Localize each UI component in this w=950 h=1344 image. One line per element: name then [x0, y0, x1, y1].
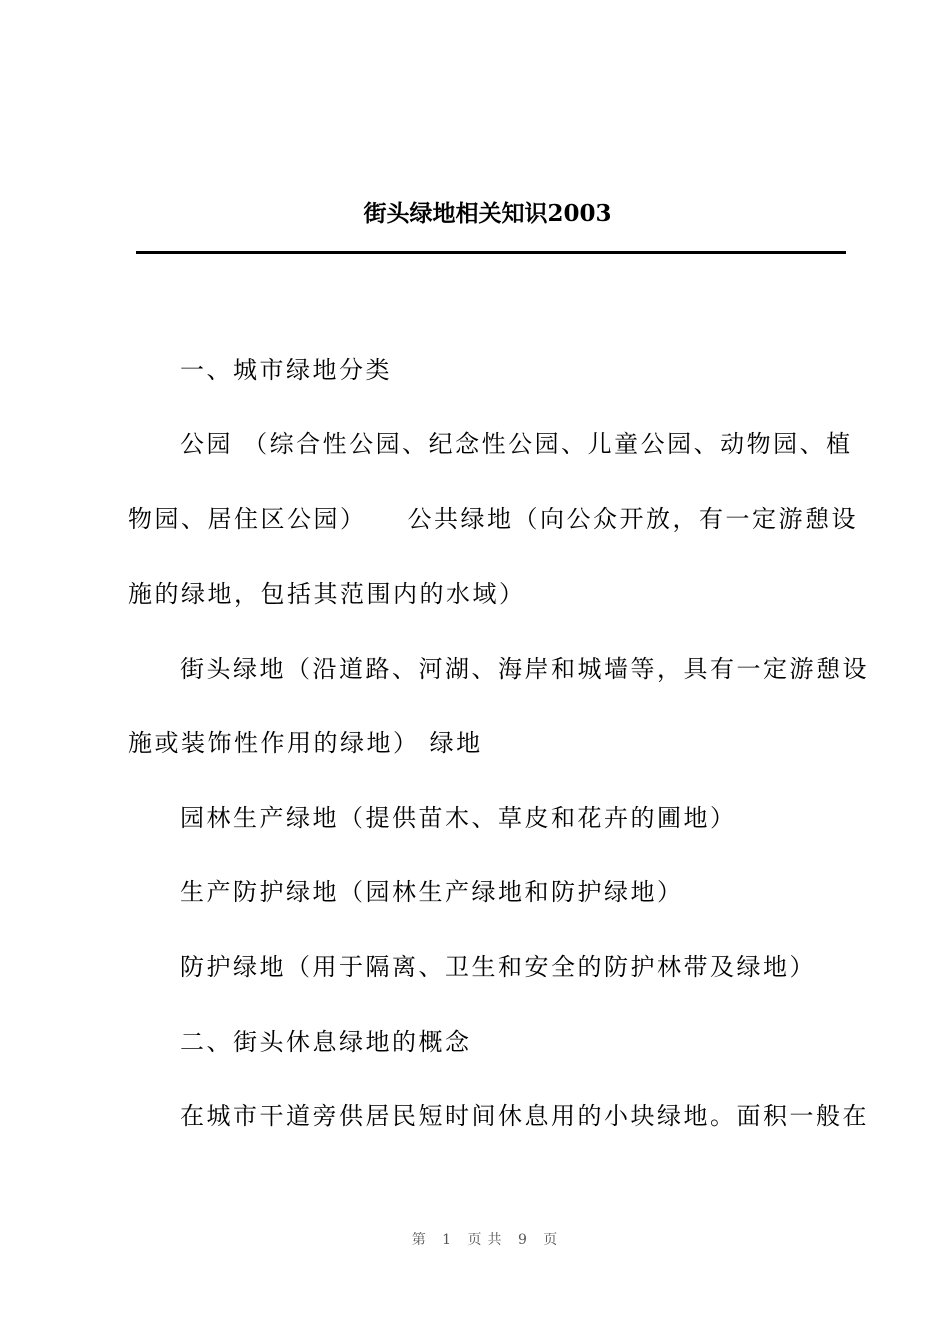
paragraph-line: 物园、居住区公园） 公共绿地（向公众开放，有一定游憩设 — [128, 505, 858, 533]
heading-1: 一、城市绿地分类 — [180, 356, 392, 384]
paragraph-line: 施的绿地，包括其范围内的水域） — [128, 580, 526, 608]
document-title: 街头绿地相关知识2003 — [363, 200, 612, 227]
paragraph-line: 街头绿地（沿道路、河湖、海岸和城墙等，具有一定游憩设 — [180, 655, 869, 683]
paragraph-line: 公园 （综合性公园、纪念性公园、儿童公园、动物园、植 — [180, 430, 853, 458]
paragraph-line: 在城市干道旁供居民短时间休息用的小块绿地。面积一般在 — [180, 1102, 869, 1130]
heading-2: 二、街头休息绿地的概念 — [180, 1028, 472, 1056]
paragraph-line: 生产防护绿地（园林生产绿地和防护绿地） — [180, 878, 684, 906]
title-rule — [136, 251, 846, 254]
paragraph-line: 施或装饰性作用的绿地） 绿地 — [128, 729, 483, 757]
page-footer: 第 1 页共 9 页 — [411, 1232, 564, 1248]
paragraph-line: 防护绿地（用于隔离、卫生和安全的防护林带及绿地） — [180, 953, 816, 981]
paragraph-line: 园林生产绿地（提供苗木、草皮和花卉的圃地） — [180, 804, 737, 832]
